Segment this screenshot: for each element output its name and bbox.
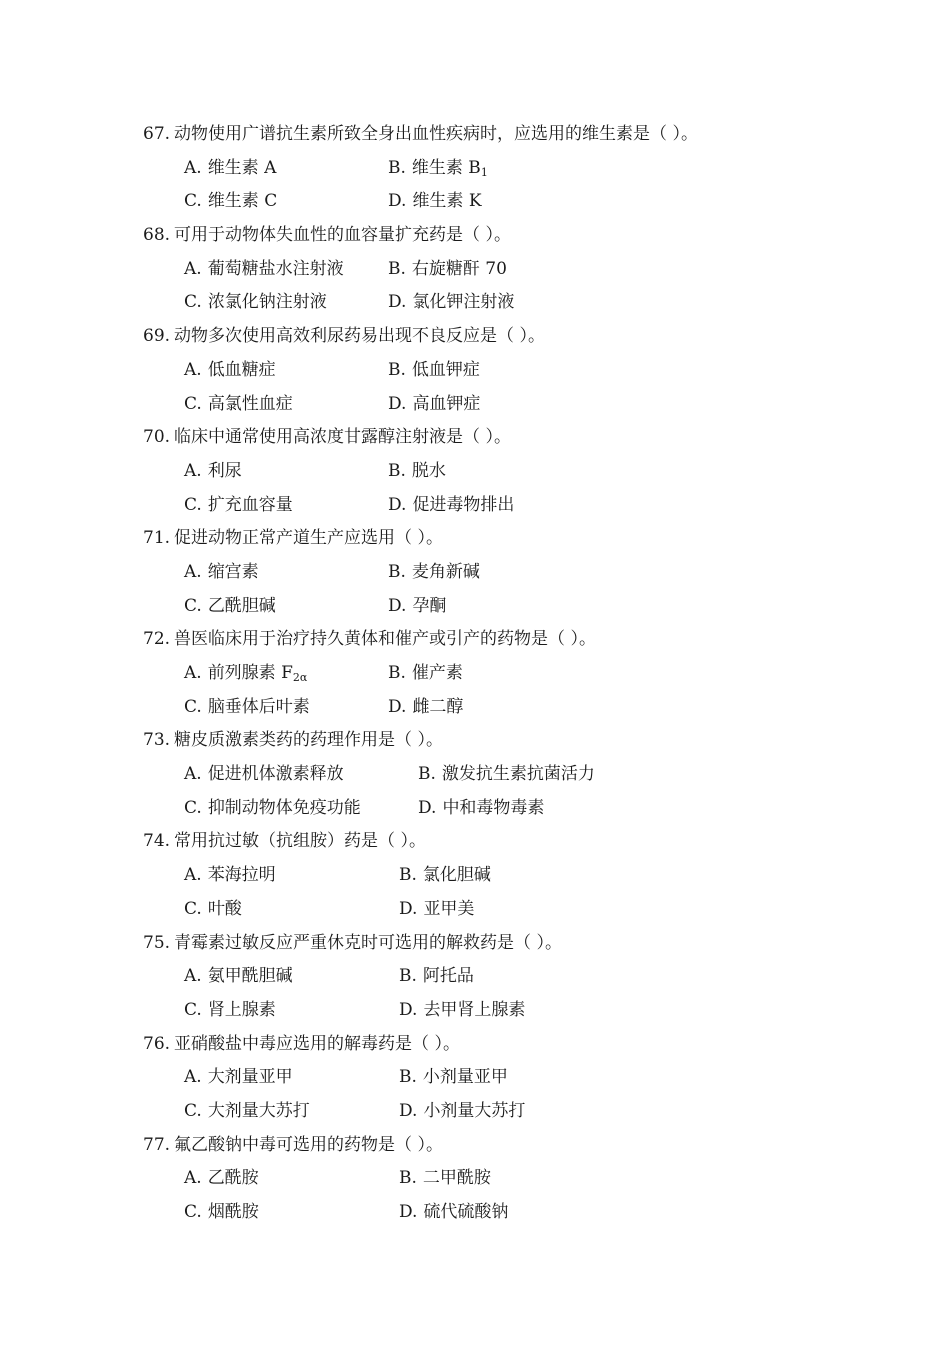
question-stem bbox=[143, 118, 903, 152]
option-row bbox=[143, 253, 903, 287]
option-letter: C . bbox=[184, 1202, 208, 1222]
option-text: 阿托品 bbox=[422, 966, 474, 987]
option-c bbox=[184, 691, 310, 725]
option-d bbox=[388, 691, 463, 725]
option-text: 小剂量大苏打 bbox=[423, 1100, 526, 1121]
option-letter: C . bbox=[184, 495, 208, 515]
option-text: 苯海拉明 bbox=[207, 865, 276, 886]
option-letter: A . bbox=[184, 259, 208, 279]
option-letter: C . bbox=[184, 292, 208, 312]
option-d bbox=[388, 388, 480, 422]
option-letter: B . bbox=[388, 360, 412, 380]
option-letter: D . bbox=[399, 899, 423, 919]
option-b bbox=[388, 455, 446, 489]
option-letter: A . bbox=[184, 360, 208, 380]
option-a bbox=[184, 657, 307, 691]
question-stem bbox=[143, 1129, 903, 1163]
option-row bbox=[143, 792, 903, 826]
option-letter: D . bbox=[388, 495, 412, 515]
option-d bbox=[399, 893, 474, 927]
question-stem bbox=[143, 927, 903, 961]
option-c bbox=[184, 489, 293, 523]
option-letter: D . bbox=[388, 191, 412, 211]
question-stem bbox=[143, 825, 903, 859]
question-stem bbox=[143, 724, 903, 758]
question-text: 常用抗过敏（抗组胺）药是（ ）。 bbox=[174, 831, 426, 852]
option-letter: B . bbox=[388, 158, 412, 178]
option-letter: D . bbox=[418, 798, 442, 818]
option-text: 乙酰胆碱 bbox=[207, 595, 276, 616]
option-d bbox=[388, 185, 482, 219]
option-row bbox=[143, 489, 903, 523]
option-letter: B . bbox=[388, 663, 412, 683]
option-text: 大剂量亚甲 bbox=[207, 1067, 293, 1088]
option-letter: D . bbox=[399, 1101, 423, 1121]
option-d bbox=[388, 590, 446, 624]
option-text: 右旋糖酐 70 bbox=[411, 258, 507, 279]
option-text: 扩充血容量 bbox=[207, 494, 293, 515]
option-letter: C . bbox=[184, 899, 208, 919]
option-text: 维生素 B bbox=[411, 157, 481, 178]
option-text: 利尿 bbox=[207, 460, 242, 481]
option-letter: A . bbox=[184, 663, 208, 683]
option-d bbox=[388, 489, 514, 523]
question-number: 70 . bbox=[143, 421, 174, 455]
option-row bbox=[143, 286, 903, 320]
option-letter: D . bbox=[388, 697, 412, 717]
option-letter: B . bbox=[399, 1168, 423, 1188]
option-row bbox=[143, 556, 903, 590]
option-text: 催产素 bbox=[411, 663, 463, 683]
question-stem bbox=[143, 522, 903, 556]
option-a bbox=[184, 253, 344, 287]
option-text: 氨甲酰胆碱 bbox=[207, 966, 293, 987]
option-row bbox=[143, 859, 903, 893]
option-letter: D . bbox=[388, 394, 412, 414]
question-number: 74 . bbox=[143, 825, 174, 859]
question-number: 67 . bbox=[143, 118, 174, 152]
option-letter: B . bbox=[399, 966, 423, 986]
option-c bbox=[184, 1095, 310, 1129]
option-d bbox=[399, 994, 525, 1028]
option-row bbox=[143, 388, 903, 422]
option-text: 氯化胆碱 bbox=[422, 865, 491, 886]
option-letter: A . bbox=[184, 1168, 208, 1188]
option-row bbox=[143, 994, 903, 1028]
option-a bbox=[184, 455, 242, 489]
option-b bbox=[399, 859, 491, 893]
question-text: 氟乙酸钠中毒可选用的药物是（ ）。 bbox=[174, 1134, 443, 1155]
option-row bbox=[143, 1162, 903, 1196]
option-text: 大剂量大苏打 bbox=[207, 1100, 310, 1121]
option-letter: D . bbox=[399, 1202, 423, 1222]
option-b bbox=[388, 354, 480, 388]
option-text: 葡萄糖盐水注射液 bbox=[207, 258, 344, 279]
option-row bbox=[143, 960, 903, 994]
option-letter: A . bbox=[184, 966, 208, 986]
option-text: 抑制动物体免疫功能 bbox=[207, 797, 361, 818]
option-letter: A . bbox=[184, 461, 208, 481]
option-letter: B . bbox=[388, 259, 412, 279]
option-c bbox=[184, 994, 276, 1028]
option-a bbox=[184, 152, 276, 186]
option-row bbox=[143, 185, 903, 219]
option-text: 小剂量亚甲 bbox=[422, 1067, 508, 1088]
option-c bbox=[184, 1196, 259, 1230]
option-text: 二甲酰胺 bbox=[422, 1168, 491, 1189]
option-letter: B . bbox=[399, 1067, 423, 1087]
option-row bbox=[143, 1196, 903, 1230]
option-text: 浓氯化钠注射液 bbox=[207, 292, 327, 313]
option-c bbox=[184, 388, 293, 422]
option-text: 低血糖症 bbox=[207, 359, 276, 380]
option-row bbox=[143, 455, 903, 489]
option-text: 前列腺素 F bbox=[207, 663, 293, 683]
option-b bbox=[418, 758, 595, 792]
option-text: 激发抗生素抗菌活力 bbox=[441, 764, 595, 785]
option-letter: A . bbox=[184, 1067, 208, 1087]
option-a bbox=[184, 960, 293, 994]
option-letter: A . bbox=[184, 764, 208, 784]
question-text: 糖皮质激素类药的药理作用是（ ）。 bbox=[174, 730, 443, 751]
question-number: 71 . bbox=[143, 522, 174, 556]
option-c bbox=[184, 286, 327, 320]
option-text: 促进毒物排出 bbox=[412, 494, 515, 515]
option-c bbox=[184, 590, 276, 624]
option-letter: D . bbox=[399, 1000, 423, 1020]
option-row bbox=[143, 758, 903, 792]
option-text: 维生素 K bbox=[412, 191, 482, 212]
question-text: 亚硝酸盐中毒应选用的解毒药是（ ）。 bbox=[174, 1033, 460, 1054]
option-letter: B . bbox=[388, 562, 412, 582]
option-row bbox=[143, 893, 903, 927]
option-text: 脑垂体后叶素 bbox=[207, 696, 310, 717]
option-letter: C . bbox=[184, 798, 208, 818]
option-letter: A . bbox=[184, 562, 208, 582]
question-number: 68 . bbox=[143, 219, 174, 253]
option-text: 缩宫素 bbox=[207, 561, 259, 582]
option-c bbox=[184, 893, 242, 927]
option-letter: A . bbox=[184, 865, 208, 885]
option-b bbox=[399, 1162, 491, 1196]
option-text: 孕酮 bbox=[412, 595, 447, 616]
option-b bbox=[388, 152, 488, 186]
option-text: 肾上腺素 bbox=[207, 999, 276, 1020]
option-subscript: 2α bbox=[292, 671, 308, 684]
option-row bbox=[143, 590, 903, 624]
option-letter: B . bbox=[388, 461, 412, 481]
option-row bbox=[143, 354, 903, 388]
question-stem bbox=[143, 623, 903, 657]
option-b bbox=[388, 657, 463, 691]
option-d bbox=[418, 792, 544, 826]
option-text: 维生素 C bbox=[207, 191, 278, 212]
option-text: 低血钾症 bbox=[411, 359, 480, 380]
option-text: 叶酸 bbox=[207, 898, 242, 919]
question-number: 73 . bbox=[143, 724, 174, 758]
question-number: 75 . bbox=[143, 927, 174, 961]
option-a bbox=[184, 556, 259, 590]
option-letter: C . bbox=[184, 1101, 208, 1121]
question-number: 77 . bbox=[143, 1129, 174, 1163]
option-text: 促进机体激素释放 bbox=[207, 764, 344, 785]
option-text: 维生素 A bbox=[207, 157, 277, 178]
question-text: 临床中通常使用高浓度甘露醇注射液是（ ）。 bbox=[174, 427, 511, 448]
option-b bbox=[399, 960, 474, 994]
question-text: 青霉素过敏反应严重休克时可选用的解救药是（ ）。 bbox=[174, 932, 562, 953]
option-text: 烟酰胺 bbox=[207, 1202, 259, 1222]
option-b bbox=[388, 253, 507, 287]
question-text: 可用于动物体失血性的血容量扩充药是（ ）。 bbox=[174, 225, 511, 246]
option-text: 硫代硫酸钠 bbox=[423, 1202, 509, 1222]
option-text: 高血钾症 bbox=[412, 393, 481, 414]
option-b bbox=[399, 1061, 508, 1095]
option-letter: C . bbox=[184, 596, 208, 616]
option-text: 雌二醇 bbox=[412, 696, 464, 717]
option-d bbox=[399, 1196, 508, 1230]
option-a bbox=[184, 354, 276, 388]
question-number: 72 . bbox=[143, 623, 174, 657]
option-row bbox=[143, 1061, 903, 1095]
question-text: 兽医临床用于治疗持久黄体和催产或引产的药物是（ ）。 bbox=[174, 629, 596, 650]
option-text: 中和毒物毒素 bbox=[442, 797, 545, 818]
option-letter: C . bbox=[184, 697, 208, 717]
option-text: 氯化钾注射液 bbox=[412, 292, 515, 313]
option-letter: B . bbox=[399, 865, 423, 885]
option-letter: C . bbox=[184, 1000, 208, 1020]
option-row bbox=[143, 1095, 903, 1129]
option-letter: D . bbox=[388, 596, 412, 616]
option-c bbox=[184, 792, 361, 826]
question-stem bbox=[143, 1028, 903, 1062]
option-letter: D . bbox=[388, 292, 412, 312]
question-number: 69 . bbox=[143, 320, 174, 354]
option-d bbox=[399, 1095, 525, 1129]
question-list bbox=[143, 118, 903, 1230]
question-text: 促进动物正常产道生产应选用（ ）。 bbox=[174, 528, 443, 549]
option-a bbox=[184, 1061, 293, 1095]
option-b bbox=[388, 556, 480, 590]
option-text: 高氯性血症 bbox=[207, 393, 293, 414]
question-stem bbox=[143, 421, 903, 455]
option-text: 乙酰胺 bbox=[207, 1168, 259, 1189]
question-text: 动物多次使用高效利尿药易出现不良反应是（ ）。 bbox=[174, 326, 545, 347]
option-subscript: 1 bbox=[480, 165, 488, 179]
option-row bbox=[143, 152, 903, 186]
option-a bbox=[184, 758, 344, 792]
option-a bbox=[184, 1162, 259, 1196]
question-stem bbox=[143, 320, 903, 354]
option-letter: B . bbox=[418, 764, 442, 784]
option-text: 麦角新碱 bbox=[411, 561, 480, 582]
option-letter: A . bbox=[184, 158, 208, 178]
option-c bbox=[184, 185, 277, 219]
option-d bbox=[388, 286, 514, 320]
option-text: 亚甲美 bbox=[423, 898, 475, 919]
option-text: 去甲肾上腺素 bbox=[423, 999, 526, 1020]
option-letter: C . bbox=[184, 191, 208, 211]
question-text: 动物使用广谱抗生素所致全身出血性疾病时，应选用的维生素是（ ）。 bbox=[174, 124, 698, 144]
question-stem bbox=[143, 219, 903, 253]
option-row bbox=[143, 691, 903, 725]
option-row bbox=[143, 657, 903, 691]
option-a bbox=[184, 859, 276, 893]
question-number: 76 . bbox=[143, 1028, 174, 1062]
option-text: 脱水 bbox=[411, 460, 446, 481]
option-letter: C . bbox=[184, 394, 208, 414]
